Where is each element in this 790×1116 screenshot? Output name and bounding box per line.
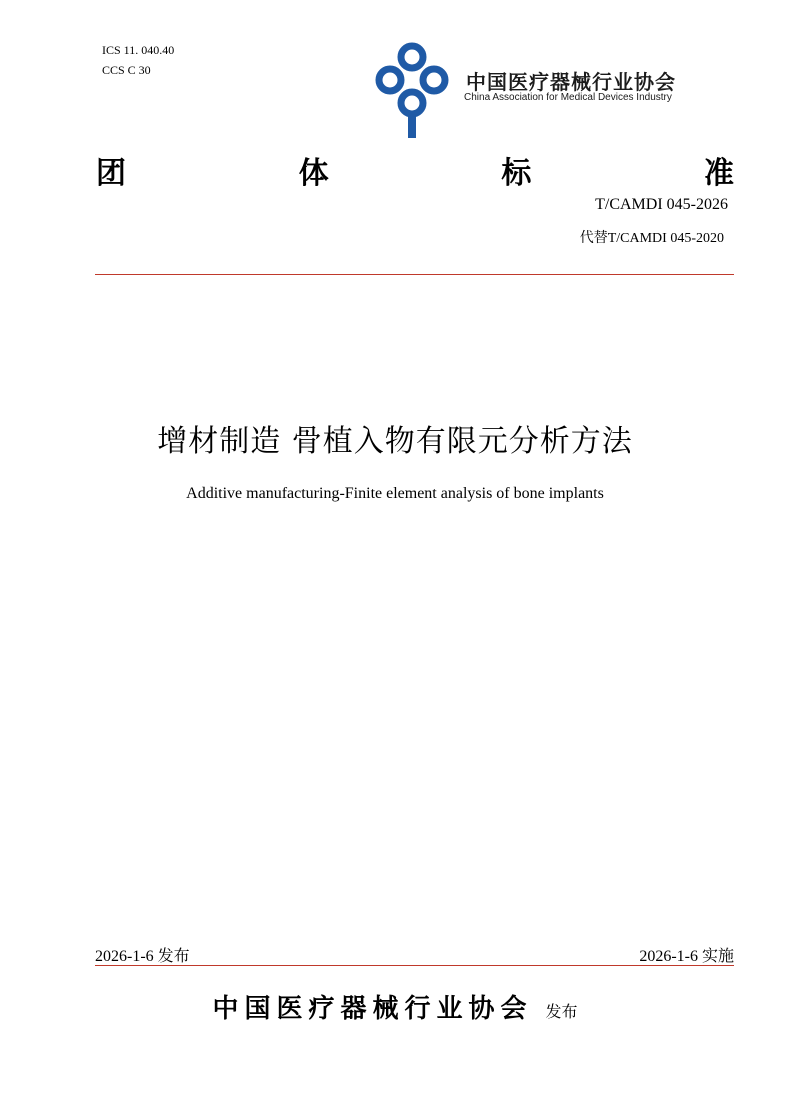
document-type [96, 148, 734, 192]
ccs-code: CCS C 30 [102, 63, 151, 77]
doc-type-char: 团 [96, 156, 126, 191]
chinese-knot-logo-icon [370, 40, 452, 140]
classification-codes [102, 40, 174, 80]
doc-type-char: 标 [501, 156, 532, 191]
header-divider [95, 274, 734, 275]
publish-action: 发布 [545, 1002, 578, 1021]
association-name-en: China Association for Medical Devices Industry [464, 92, 672, 103]
title-en: Additive manufacturing-Finite element analysis of bone implants [186, 485, 604, 502]
doc-type-char: 体 [298, 156, 329, 191]
ics-code: ICS 11. 040.40 [102, 43, 175, 57]
publisher-name: 中国医疗器械行业协会 [212, 994, 533, 1024]
implement-date: 2026-1-6 实施 [639, 948, 734, 965]
publisher-line [0, 988, 790, 1025]
title-cn: 增材制造 骨植入物有限元分析方法 [157, 424, 633, 459]
standard-code: T/CAMDI 045-2026 [595, 196, 728, 213]
association-name-cn: 中国医疗器械行业协会 [466, 70, 676, 94]
replaces-standard: 代替T/CAMDI 045-2020 [579, 231, 724, 246]
footer-divider [95, 965, 734, 966]
doc-type-char: 准 [703, 156, 734, 191]
publish-date: 2026-1-6 发布 [95, 948, 190, 965]
